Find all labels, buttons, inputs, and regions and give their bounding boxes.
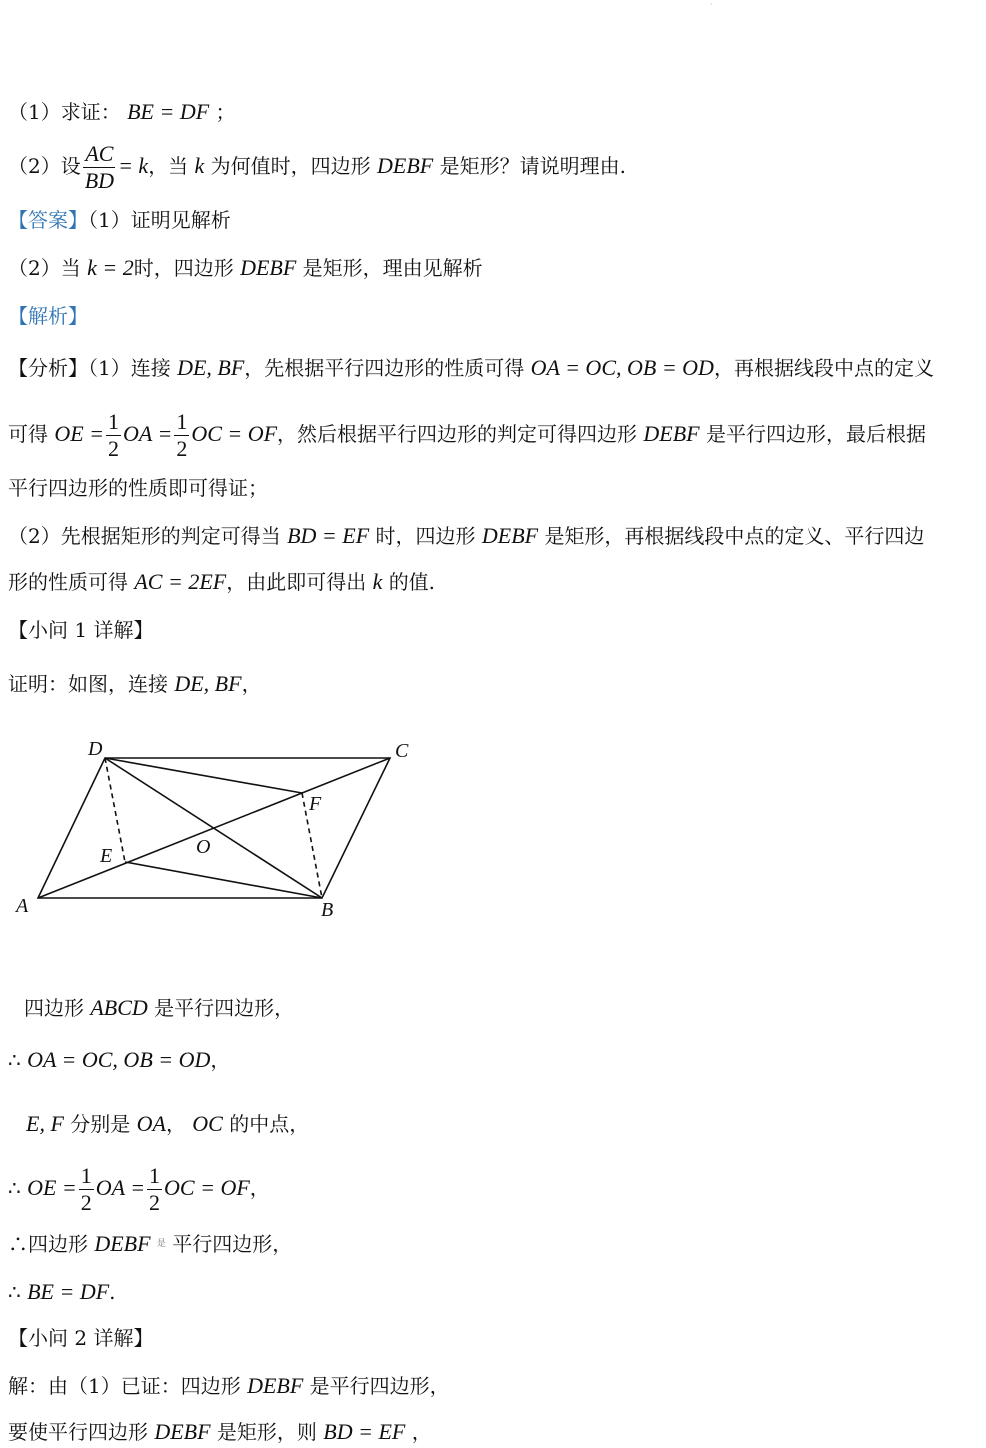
label-e: E xyxy=(100,845,113,867)
frac-numerator: 1 xyxy=(176,409,188,434)
proof-s1a: 四边形 xyxy=(24,996,84,1020)
proof-s5-small: 是 xyxy=(156,1239,166,1249)
fraction-ac-bd xyxy=(83,141,116,194)
q2-label: （2）设 xyxy=(8,154,81,178)
proof-intro-a: 证明：如图，连接 xyxy=(8,672,168,696)
label-d: D xyxy=(88,738,103,760)
segment-df xyxy=(105,758,302,793)
fenxi-l4a: （2）先根据矩形的判定可得当 xyxy=(8,524,281,548)
solution-2-line-2 xyxy=(8,1418,432,1446)
fenxi-l1b: DE, BF xyxy=(177,355,245,380)
fenxi-l2g: 是平行四边形，最后根据 xyxy=(705,422,926,446)
fenxi-l4e: 是矩形，再根据线段中点的定义、平行四边 xyxy=(544,524,925,548)
proof-step-6 xyxy=(8,1278,116,1306)
proof-s3c: OA xyxy=(136,1111,166,1136)
fenxi-l2b: OE = xyxy=(54,421,105,446)
frac-denominator: 2 xyxy=(108,436,120,461)
proof-s3a: E, F xyxy=(26,1111,64,1136)
fraction-half xyxy=(147,1163,162,1216)
sol2-l2a: 要使平行四边形 xyxy=(8,1420,148,1444)
fenxi-l4d: DEBF xyxy=(481,523,539,548)
proof-s3f: 的中点， xyxy=(229,1112,310,1136)
fenxi-tag: 【分析】 xyxy=(8,356,88,380)
sol2-l2e: ， xyxy=(411,1420,432,1444)
proof-s4d: OC = OF xyxy=(164,1175,250,1200)
q2-end: 是矩形？请说明理由. xyxy=(439,154,626,178)
answer2-expr: k = 2 xyxy=(87,255,134,280)
answer-line-1 xyxy=(8,206,231,234)
fenxi-l2d: OC = OF xyxy=(191,421,278,446)
sol2-l1c: 是平行四边形， xyxy=(309,1374,450,1398)
frac-denominator: 2 xyxy=(80,1190,92,1215)
proof-step-5 xyxy=(8,1230,292,1258)
proof-s1b: ABCD xyxy=(90,995,148,1020)
proof-s5b: DEBF xyxy=(94,1231,151,1256)
proof-s6c: . xyxy=(109,1280,116,1304)
label-o: O xyxy=(196,836,211,858)
fenxi-l1d: OA = OC, OB = OD xyxy=(530,355,714,380)
label-a: A xyxy=(16,895,29,917)
label-f: F xyxy=(309,793,322,815)
q2-eq: = k xyxy=(118,153,149,178)
frac-numerator: 1 xyxy=(108,409,120,434)
fenxi-l4c: 时，四边形 xyxy=(375,524,476,548)
sol2-l1b: DEBF xyxy=(247,1373,304,1398)
sol2-l1a: 解：由（1）已证：四边形 xyxy=(8,1374,241,1398)
proof-intro xyxy=(8,670,262,698)
therefore-symbol: ∴ xyxy=(8,1176,21,1200)
sol2-l2b: DEBF xyxy=(154,1419,211,1444)
analysis-line-1 xyxy=(8,354,934,382)
proof-s1c: 是平行四边形， xyxy=(154,996,295,1020)
proof-intro-c: ， xyxy=(241,672,262,696)
analysis-line-2 xyxy=(8,404,926,464)
fraction-half xyxy=(106,409,121,462)
fenxi-l1a: （1）连接 xyxy=(88,356,171,380)
answer2-end: 是矩形，理由见解析 xyxy=(302,256,483,280)
fraction-half xyxy=(174,409,189,462)
fenxi-l5e: 的值. xyxy=(388,570,436,594)
frac-denominator: BD xyxy=(84,168,115,193)
proof-step-1 xyxy=(24,994,294,1022)
fenxi-l2f: DEBF xyxy=(643,421,700,446)
label-c: C xyxy=(395,740,409,762)
fenxi-l5c: ，由此即可得出 xyxy=(226,570,367,594)
q2-k: k xyxy=(194,153,205,178)
analysis-line-5 xyxy=(8,568,435,596)
proof-s6b: BE = DF xyxy=(27,1279,110,1304)
proof-s2b: OA = OC, OB = OD xyxy=(27,1047,211,1072)
proof-step-3 xyxy=(26,1110,309,1138)
proof-s4e: ， xyxy=(249,1176,270,1200)
q2-quad: DEBF xyxy=(377,153,434,178)
solution-2-line-1 xyxy=(8,1372,450,1400)
answer-line-2 xyxy=(8,254,483,282)
analysis-line-3: 平行四边形的性质即可得证； xyxy=(8,476,268,500)
q1-end: ； xyxy=(215,100,236,124)
label-b: B xyxy=(321,899,334,921)
proof-s2c: ， xyxy=(210,1048,231,1072)
fenxi-l5a: 形的性质可得 xyxy=(8,570,128,594)
q1-expr: BE = DF xyxy=(127,99,210,124)
proof-s4c: OA = xyxy=(95,1175,146,1200)
question-2 xyxy=(8,136,626,196)
proof-s3e: OC xyxy=(192,1111,223,1136)
question-1 xyxy=(8,98,236,126)
frac-numerator: AC xyxy=(85,141,114,166)
answer2-quad: DEBF xyxy=(240,255,297,280)
analysis-line-4 xyxy=(8,522,924,550)
fenxi-l1e: ，再根据线段中点的定义 xyxy=(713,356,934,380)
answer2-mid: 时，四边形 xyxy=(133,256,234,280)
therefore-symbol: ∴ xyxy=(8,1048,21,1072)
frac-denominator: 2 xyxy=(176,436,188,461)
frac-numerator: 1 xyxy=(80,1163,92,1188)
segment-eb xyxy=(125,862,322,898)
proof-s5a: ∴四边形 xyxy=(8,1232,88,1256)
sub1-tag: 【小问 1 详解】 xyxy=(8,618,154,642)
therefore-symbol: ∴ xyxy=(8,1280,21,1304)
frac-numerator: 1 xyxy=(149,1163,161,1188)
fenxi-l4b: BD = EF xyxy=(287,523,370,548)
analysis-tag: 【解析】 xyxy=(8,304,88,328)
proof-s3d: ， xyxy=(165,1112,186,1136)
q2-mid2: 为何值时，四边形 xyxy=(210,154,371,178)
fenxi-l5d: k xyxy=(372,569,383,594)
proof-s4b: OE = xyxy=(27,1175,77,1200)
fenxi-l5b: AC = 2EF xyxy=(134,569,227,594)
frac-denominator: 2 xyxy=(149,1190,161,1215)
fenxi-l2e: ，然后根据平行四边形的判定可得四边形 xyxy=(277,422,638,446)
proof-intro-b: DE, BF xyxy=(174,671,242,696)
proof-s5c: 平行四边形， xyxy=(172,1232,293,1256)
diagonal-bd xyxy=(105,758,322,898)
fenxi-l2c: OA = xyxy=(123,421,173,446)
fraction-half xyxy=(79,1163,94,1216)
scan-speck: · xyxy=(710,0,713,9)
proof-s3b: 分别是 xyxy=(70,1112,131,1136)
q1-label: （1）求证： xyxy=(8,100,121,124)
sol2-l2c: 是矩形，则 xyxy=(216,1420,317,1444)
sol2-l2d: BD = EF xyxy=(323,1419,406,1444)
q2-mid1: ，当 xyxy=(148,154,189,178)
sub2-tag: 【小问 2 详解】 xyxy=(8,1326,154,1350)
parallelogram-figure xyxy=(0,725,440,935)
fenxi-l2a: 可得 xyxy=(8,422,48,446)
proof-step-4 xyxy=(8,1158,270,1218)
proof-step-2 xyxy=(8,1046,230,1074)
answer2-pre: （2）当 xyxy=(8,256,81,280)
fenxi-l1c: ，先根据平行四边形的性质可得 xyxy=(244,356,525,380)
answer-1: （1）证明见解析 xyxy=(88,208,231,232)
answer-tag: 【答案】 xyxy=(8,208,88,232)
